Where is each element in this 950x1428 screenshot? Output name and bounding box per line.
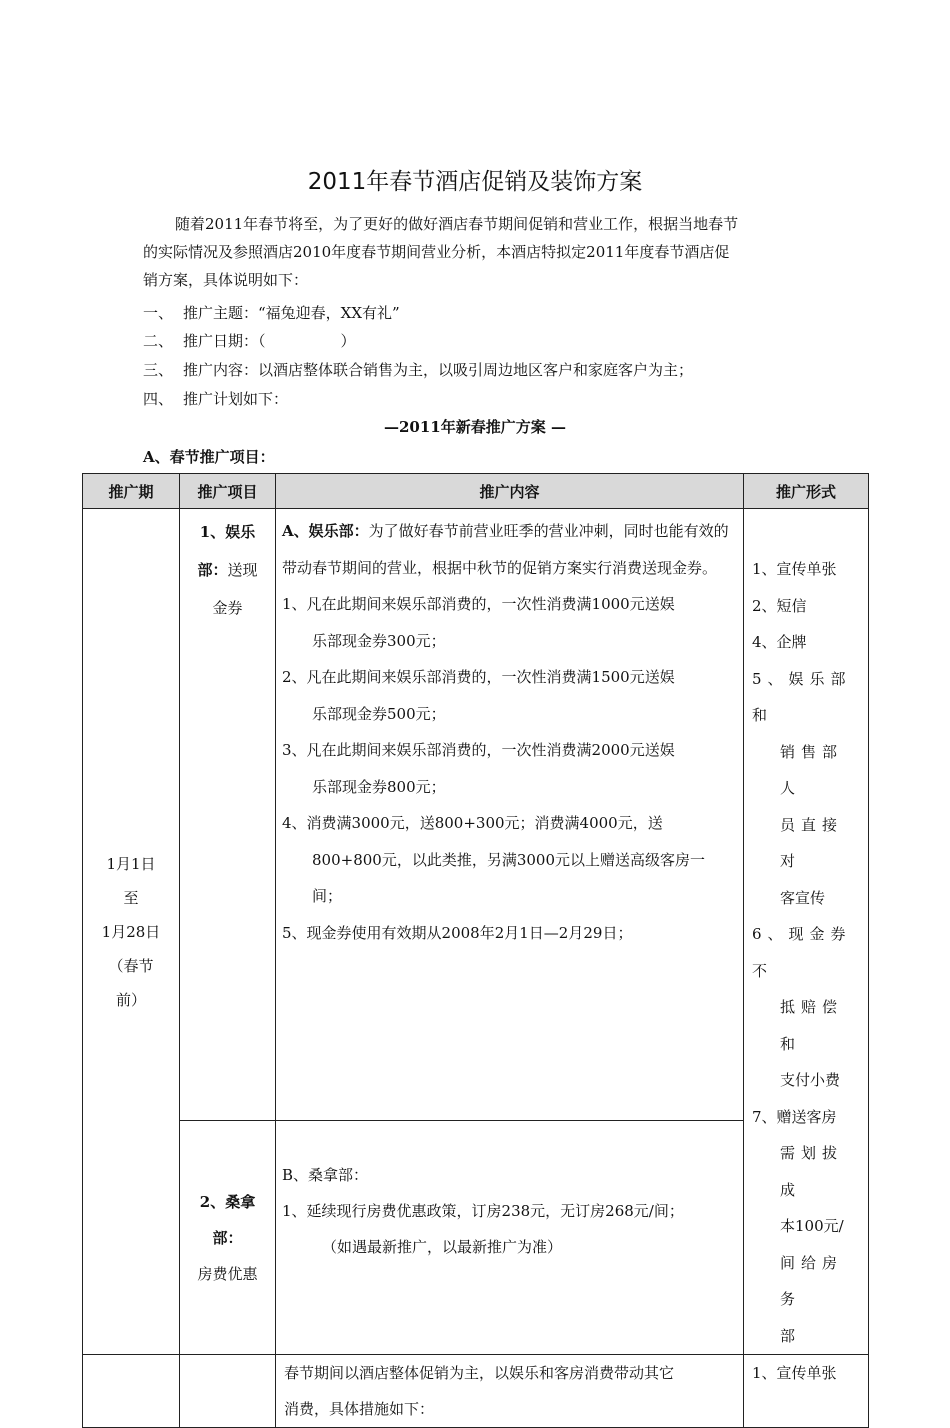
list-item-theme (143, 302, 400, 324)
form-text: 部 (780, 1326, 796, 1345)
content-note: （如遇最新推广，以最新推广为准） (322, 1238, 563, 1257)
list-text: 推广内容：以酒店整体联合销售为主，以吸引周边地区客户和家庭客户为主； (183, 361, 694, 379)
form-item (752, 1099, 860, 1355)
form-number: 2、 (752, 596, 777, 615)
form-item (752, 551, 860, 588)
project-desc: 送现 (227, 561, 258, 579)
form-text: 企牌 (776, 633, 807, 651)
form-text: 短信 (776, 596, 807, 615)
plan-subtitle: —2011年新春推广方案 — (384, 418, 566, 436)
table-header-row (83, 474, 869, 509)
form-item (752, 916, 860, 1099)
item-text: 凡在此期间来娱乐部消费的，一次性消费满2000元送娱 (306, 741, 675, 759)
list-item-content (143, 359, 693, 381)
content-cell-entertainment (276, 509, 744, 1121)
header-form: 推广形式 (744, 474, 869, 509)
intro-line: 随着2011年春节将至，为了更好的做好酒店春节期间促销和营业工作，根据当地春节 (175, 215, 739, 233)
content-line: 春节期间以酒店整体促销为主，以娱乐和客房消费带动其它 (284, 1364, 675, 1382)
content-line: 消费，具体措施如下： (284, 1400, 435, 1418)
project-cell-entertainment (180, 509, 276, 1121)
form-number: 5、 (752, 669, 789, 688)
project-cell-empty (180, 1355, 276, 1428)
form-number: 6、 (752, 925, 789, 943)
form-cell-overall: 1、宣传单张 (744, 1355, 869, 1428)
form-text: 赠送客房 (776, 1107, 837, 1126)
document-title: 2011年春节酒店促销及装饰方案 (307, 169, 643, 195)
item-text: 乐部现金券800元； (312, 777, 446, 796)
item-number: 5、 (282, 923, 307, 942)
header-project: 推广项目 (180, 474, 276, 509)
item-text: 乐部现金券300元； (312, 631, 446, 650)
form-item (752, 588, 860, 625)
list-number: 一、 (143, 304, 174, 322)
header-period: 推广期 (83, 474, 180, 509)
section-a-heading: A、春节推广项目： (143, 448, 275, 466)
form-number: 4、 (752, 633, 777, 651)
form-item (752, 661, 860, 917)
list-text: 推广主题：“福兔迎春，XX有礼” (183, 304, 400, 322)
form-cell (744, 509, 869, 1355)
list-item-date (143, 330, 356, 352)
period-line: 前） (115, 990, 146, 1009)
form-text: 现金券不 (752, 925, 852, 980)
project-title: 部： (197, 561, 228, 579)
item-number: 1、 (282, 595, 307, 613)
list-text: 推广计划如下： (183, 390, 289, 408)
item-text: 乐部现金券500元； (312, 704, 446, 723)
project-title: 部： (212, 1228, 243, 1247)
item-text: 消费满3000元，送800+300元；消费满4000元，送 (306, 814, 663, 832)
list-number: 二、 (143, 332, 174, 350)
header-content: 推广内容 (276, 474, 744, 509)
form-text: 销售部人 (780, 742, 844, 797)
list-item (282, 915, 737, 952)
list-item-plan (143, 388, 288, 410)
item-text: 现金券使用有效期从2008年2月1日—2月29日； (306, 923, 633, 942)
form-number: 1、 (752, 560, 777, 578)
form-text: 客宣传 (780, 888, 826, 907)
item-number: 3、 (282, 741, 307, 759)
list-number: 三、 (143, 361, 174, 379)
period-line: 1月28日 (101, 922, 161, 941)
form-text: 员直接对 (780, 815, 844, 870)
period-line: 至 (123, 888, 139, 907)
item-number: 4、 (282, 814, 307, 832)
item-text: 800+800元，以此类推，另满3000元以上赠送高级客房一 (312, 850, 706, 869)
form-text: 支付小费 (780, 1071, 841, 1089)
form-text: 本100元/ (780, 1217, 844, 1235)
content-lead (282, 513, 737, 586)
project-cell-sauna (180, 1121, 276, 1355)
content-lead-text: 为了做好春节前营业旺季的营业冲刺，同时也能有效的带动春节期间的营业，根据中秋节的促销方案实行消费送现金券。 (282, 522, 729, 577)
table-row (83, 1355, 869, 1428)
promotion-table (82, 473, 869, 1428)
project-title: 1、娱乐 (199, 523, 256, 541)
content-lead-label: A、娱乐部： (282, 522, 369, 540)
form-text: 宣传单张 (776, 560, 837, 578)
project-desc: 房费优惠 (197, 1264, 258, 1283)
item-text: 凡在此期间来娱乐部消费的，一次性消费满1500元送娱 (306, 668, 675, 686)
form-text: 娱乐部和 (752, 669, 852, 724)
intro-paragraph (143, 210, 823, 294)
period-cell-empty (83, 1355, 180, 1428)
content-cell-overall (276, 1355, 744, 1428)
item-text: 间； (312, 887, 343, 905)
list-text: 推广日期：（ ） (183, 332, 356, 350)
period-cell (83, 509, 180, 1355)
form-item (752, 624, 860, 661)
content-cell-sauna (276, 1121, 744, 1355)
table-row (83, 509, 869, 1121)
project-title: 2、桑拿 (199, 1192, 256, 1211)
list-item: 1、延续现行房费优惠政策，订房238元，无订房268元/间； (282, 1202, 684, 1221)
list-item (282, 805, 737, 915)
list-number: 四、 (143, 390, 174, 408)
list-item (282, 659, 737, 732)
list-item (282, 586, 737, 659)
project-desc: 金券 (212, 599, 243, 617)
period-line: （春节 (108, 956, 154, 975)
form-text: 需划拔成 (780, 1144, 844, 1199)
form-text: 间给房务 (780, 1253, 844, 1308)
period-line: 1月1日 (106, 854, 156, 873)
content-lead: B、桑拿部： (282, 1166, 369, 1185)
item-text: 凡在此期间来娱乐部消费的，一次性消费满1000元送娱 (306, 595, 675, 613)
list-item (282, 732, 737, 805)
intro-line: 销方案，具体说明如下： (143, 271, 309, 289)
form-text: 抵赔偿和 (780, 998, 844, 1053)
form-number: 7、 (752, 1107, 777, 1126)
intro-line: 的实际情况及参照酒店2010年度春节期间营业分析，本酒店特拟定2011年度春节酒店促 (143, 243, 730, 261)
item-number: 2、 (282, 668, 307, 686)
